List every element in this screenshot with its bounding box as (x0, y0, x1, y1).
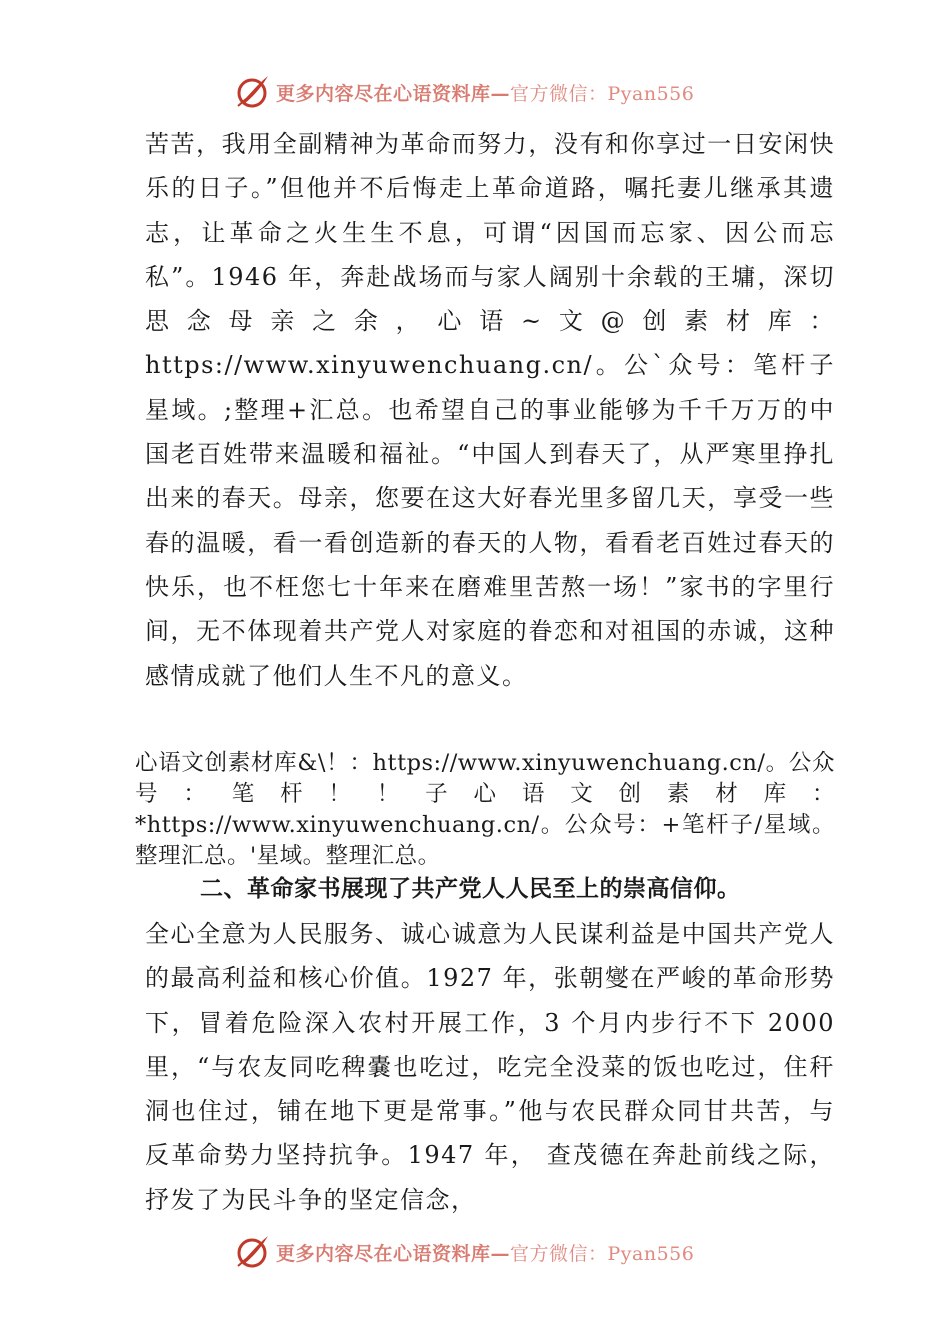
paragraph-2: 心语文创素材库&\！：https://www.xinyuwenchuang.cn/。公众号：笔杆！！子心语文创素材库：*https://www.xinyuwenchuang.cn/。公众号：+笔杆子/星域。整理汇总。'星域。整理汇总。 (135, 750, 835, 869)
paragraph-3: 全心全意为人民服务、诚心诚意为人民谋利益是中国共产党人的最高利益和核心价值。1927 年，张朝燮在严峻的革命形势下，冒着危险深入农村开展工作，3 个月内步行不下 2000 里，“与农友同吃稗嚢也吃过，吃完全没菜的饭也吃过，住秆洞也住过，铺在地下更是常事。”他与农民群众同甘共苦，与反革命势力坚持抗争。1947 年， 查茂德在奔赴前线之际，抒发了为民斗争的坚定信念， (145, 920, 835, 1214)
section-heading: 二、革命家书展现了共产党人人民至上的崇高信仰。 (200, 876, 741, 902)
footer-banner (232, 1230, 752, 1274)
feather-logo-icon (232, 72, 272, 112)
feather-logo-icon (232, 1232, 272, 1272)
header-banner (232, 70, 752, 114)
paragraph-1: 苦苦，我用全副精神为革命而努力，没有和你享过一日安闲快乐的日子。”但他并不后悔走上革命道路，嘱托妻儿继承其遗志，让革命之火生生不息，可谓“因国而忘家、因公而忘私”。1946 年，奔赴战场而与家人阔别十余载的王墉，深切思念母亲之余，心语~文@创素材库：https://www.xinyuwenchuang.cn/。公`众号：笔杆子星域。;整理+汇总。也希望自己的事业能够为千千万万的中国老百姓带来温暖和福祉。“中国人到春天了，从严寒里挣扎出来的春天。母亲，您要在这大好春光里多留几天，享受一些春的温暖，看一看创造新的春天的人物，看看老百姓过春天的快乐，也不枉您七十年来在磨难里苦熬一场！”家书的字里行间，无不体现着共产党人对家庭的眷恋和对祖国的赤诚，这种感情成就了他们人生不凡的意义。 (145, 130, 835, 690)
banner-text: 更多内容尽在心语资料库—官方微信：Pyan556 (276, 82, 695, 105)
banner-text: 更多内容尽在心语资料库—官方微信：Pyan556 (276, 1242, 695, 1265)
